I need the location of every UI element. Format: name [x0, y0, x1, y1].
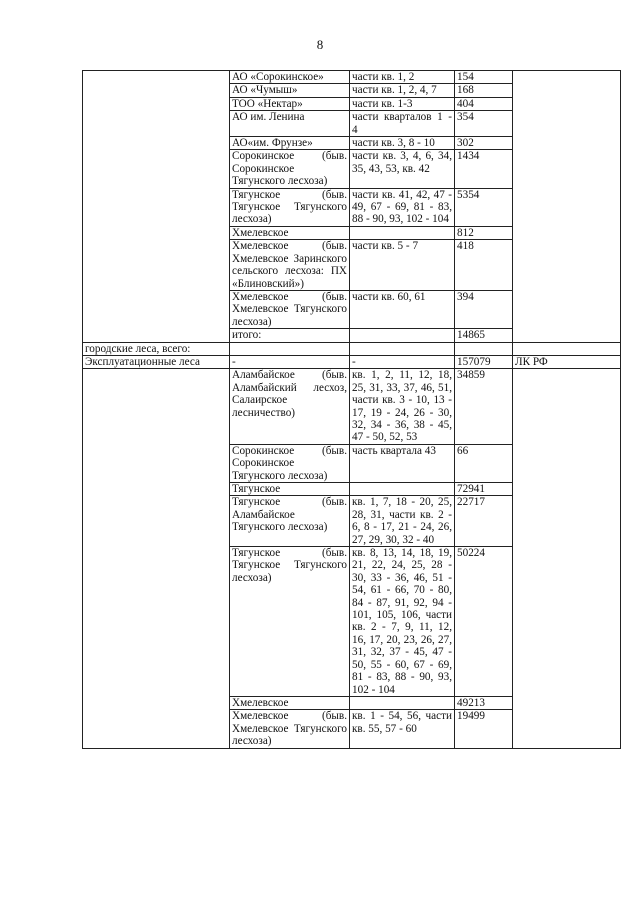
cell-c2: Тягунское: [230, 483, 350, 496]
cell-c3: части кв. 3, 8 - 10: [350, 137, 455, 150]
cell-c3: части кв. 60, 61: [350, 290, 455, 328]
cell-c3: [350, 696, 455, 709]
cell-c4: 66: [455, 444, 513, 482]
section-row: [83, 342, 621, 355]
cell-c2: Тягунское (быв. Тягунское Тягунского лесхоза): [230, 188, 350, 226]
table-row: [83, 355, 621, 368]
empty-cell: [230, 342, 350, 355]
cell-c4: 404: [455, 97, 513, 110]
cell-c2: Сорокинское (быв. Сорокинское Тягунского лесхоза): [230, 150, 350, 188]
cell-c2: Хмелевское (быв. Хмелевское Тягунского лесхоза): [230, 710, 350, 748]
cell-c4: 34859: [455, 369, 513, 444]
empty-basis-cell: [513, 369, 621, 748]
cell-c2: -: [230, 355, 350, 368]
cell-c2: Хмелевское: [230, 696, 350, 709]
cell-c4: 1434: [455, 150, 513, 188]
cell-c4: 50224: [455, 547, 513, 697]
cell-c4: 418: [455, 240, 513, 291]
cell-c4: 157079: [455, 355, 513, 368]
cell-c4: 812: [455, 226, 513, 239]
cell-c3: кв. 8, 13, 14, 18, 19, 21, 22, 24, 25, 28 - 30, 33 - 36, 46, 51 - 54, 61 - 66, 70 - 80, 84 - 87, 91, 92, 94 - 101, 105, 106, части кв. 2 - 7, 9, 11, 12, 16, 17, 20, 23, 26, 27, 31, 32, 37 - 45, 47 - 50, 55 - 60, 67 - 69, 81 - 83, 88 - 90, 93, 102 - 104: [350, 547, 455, 697]
cell-c3: -: [350, 355, 455, 368]
cell-c2: итого:: [230, 329, 350, 342]
cell-c3: части кв. 3, 4, 6, 34, 35, 43, 53, кв. 42: [350, 150, 455, 188]
cell-c3: кв. 1, 2, 11, 12, 18, 25, 31, 33, 37, 46, 51, части кв. 3 - 10, 13 - 17, 19 - 24, 26 - 30, 32, 34 - 36, 38 - 45, 47 - 50, 52, 53: [350, 369, 455, 444]
cell-c2: ТОО «Нектар»: [230, 97, 350, 110]
cell-c3: [350, 329, 455, 342]
cell-c2: Тягунское (быв. Аламбайское Тягунского лесхоза): [230, 496, 350, 547]
cell-c2: Хмелевское (быв. Хмелевское Заринского сельского лесхоза: ПХ «Блиновский»): [230, 240, 350, 291]
empty-cell: [455, 342, 513, 355]
cell-c4: 19499: [455, 710, 513, 748]
forest-table: [82, 70, 621, 749]
cell-c2: АО им. Ленина: [230, 111, 350, 137]
cell-c3: кв. 1, 7, 18 - 20, 25, 28, 31, части кв. 2 - 6, 8 - 17, 21 - 24, 26, 27, 29, 30, 32 - 40: [350, 496, 455, 547]
cell-c3: части кв. 5 - 7: [350, 240, 455, 291]
cell-c2: АО«им. Фрунзе»: [230, 137, 350, 150]
cell-c3: кв. 1 - 54, 56, части кв. 55, 57 - 60: [350, 710, 455, 748]
empty-category-cell: [83, 71, 230, 343]
cell-c4: 302: [455, 137, 513, 150]
cell-c3: части кварталов 1 - 4: [350, 111, 455, 137]
cell-c3: [350, 226, 455, 239]
empty-basis-cell: [513, 71, 621, 343]
cell-c1: Эксплуатационные леса: [83, 355, 230, 368]
cell-c4: 168: [455, 84, 513, 97]
cell-c4: 72941: [455, 483, 513, 496]
cell-c2: Тягунское (быв. Тягунское Тягунского лесхоза): [230, 547, 350, 697]
cell-c3: части кв. 1-3: [350, 97, 455, 110]
cell-c4: 354: [455, 111, 513, 137]
cell-c4: 5354: [455, 188, 513, 226]
cell-c4: 14865: [455, 329, 513, 342]
empty-cell: [350, 342, 455, 355]
empty-cell: [513, 342, 621, 355]
cell-c4: 22717: [455, 496, 513, 547]
cell-c3: часть квартала 43: [350, 444, 455, 482]
cell-c3: части кв. 41, 42, 47 - 49, 67 - 69, 81 - 83, 88 - 90, 93, 102 - 104: [350, 188, 455, 226]
cell-c3: части кв. 1, 2, 4, 7: [350, 84, 455, 97]
cell-c2: Хмелевское: [230, 226, 350, 239]
cell-c4: 154: [455, 71, 513, 84]
page-number: 8: [316, 37, 324, 52]
table-row: [83, 369, 621, 444]
section-label: городские леса, всего:: [83, 342, 230, 355]
cell-c4: 394: [455, 290, 513, 328]
cell-c3: [350, 483, 455, 496]
cell-c2: Хмелевское (быв. Хмелевское Тягунского лесхоза): [230, 290, 350, 328]
cell-c5: ЛК РФ: [513, 355, 621, 368]
forest-table-body: [83, 71, 621, 749]
cell-c3: части кв. 1, 2: [350, 71, 455, 84]
empty-category-cell: [83, 369, 230, 748]
cell-c2: Сорокинское (быв. Сорокинское Тягунского лесхоза): [230, 444, 350, 482]
cell-c4: 49213: [455, 696, 513, 709]
table-row: [83, 71, 621, 84]
cell-c2: Аламбайское (быв. Аламбайский лесхоз, Салаирское лесничество): [230, 369, 350, 444]
cell-c2: АО «Чумыш»: [230, 84, 350, 97]
cell-c2: АО «Сорокинское»: [230, 71, 350, 84]
